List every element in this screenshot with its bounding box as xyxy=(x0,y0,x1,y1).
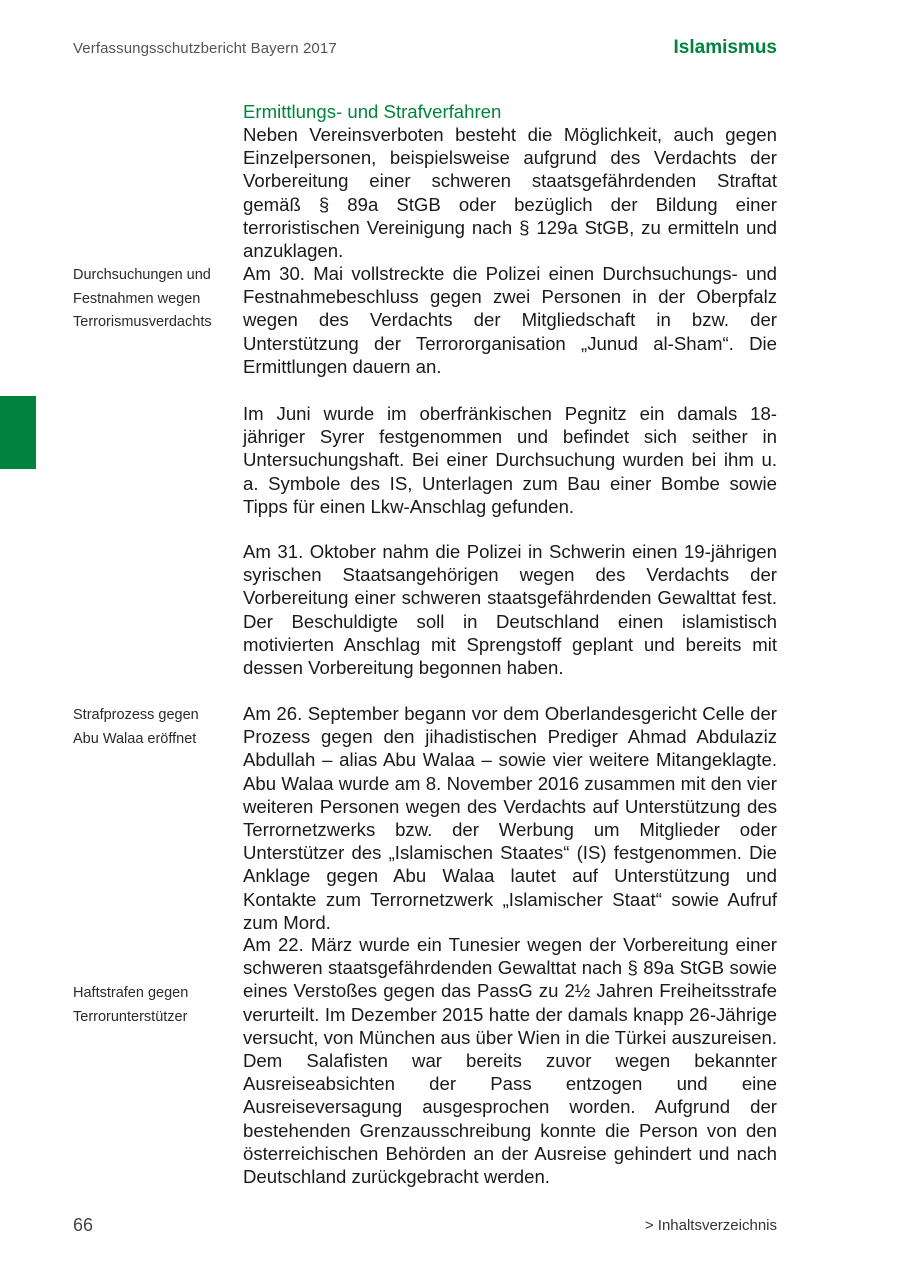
document-title: Verfassungsschutzbericht Bayern 2017 xyxy=(73,40,337,57)
margin-note-sentences: Haftstrafen gegen Terrorunterstützer xyxy=(73,985,189,1025)
margin-note-trial: Strafprozess gegen Abu Walaa eröffnet xyxy=(73,707,199,747)
paragraph-sentences xyxy=(243,933,777,1188)
table-of-contents-link[interactable]: > Inhaltsverzeichnis xyxy=(644,1217,777,1234)
section-heading: Ermittlungs- und Strafverfahren xyxy=(243,101,502,122)
chapter-title: Islamismus xyxy=(673,37,777,58)
paragraph-text: Am 26. September begann vor dem Oberlandesgericht Celle der Prozess gegen den jihadistischen Prediger Ahmad Abdulaziz Abdullah – alias Abu Walaa – sowie vier weitere Mitangeklagte. Abu Walaa wurde am 8. November 2016 zusammen mit den vier weiteren Personen wegen des Verdachts auf Unterstützung des Terrornetzwerks bzw. der Werbung um Mitglieder oder Unterstützer des „Islamischen Staates“ (IS) festgenommen. Die Anklage gegen Abu Walaa lautet auf Unterstützung und Kontakte zum Terrornetzwerk „Islamischer Staat“ sowie Aufruf zum Mord. xyxy=(243,703,777,933)
paragraph-trial xyxy=(243,702,777,934)
paragraph-text: Am 22. März wurde ein Tunesier wegen der Vorbereitung einer schweren staatsgefährdenden Gewalttat nach § 89a StGB sowie eines Verstoßes gegen das PassG zu 2½ Jahren Freiheitsstrafe verurteilt. Im Dezember 2015 hatte der damals knapp 26-Jährige versucht, von München aus über Wien in die Türkei auszureisen. Dem Salafisten war bereits zuvor wegen bekannter Ausreiseabsichten der Pass entzogen und eine Ausreiseversagung ausgesprochen worden. Aufgrund der bestehenden Grenzausschreibung konnte die Person von den österreichischen Behörden an der Ausreise gehindert und nach Deutschland zurückgebracht werden. xyxy=(243,934,777,1188)
paragraph-pegnitz xyxy=(243,402,777,518)
paragraph-intro xyxy=(243,123,777,262)
paragraph-text: Am 31. Oktober nahm die Polizei in Schwerin einen 19-jährigen syrischen Staatsangehörigen wegen des Verdachts der Vorbereitung einer schweren staatsgefährdenden Gewalttat fest. Der Beschuldigte soll in Deutschland einen islamistisch motivierten Anschlag mit Sprengstoff geplant und bereits mit dessen Vorbereitung begonnen haben. xyxy=(243,541,777,679)
chapter-tab-marker xyxy=(0,396,36,469)
paragraph-text: Neben Vereinsverboten besteht die Möglichkeit, auch gegen Einzelpersonen, beispielsweise aufgrund des Verdachts der Vorbereitung einer schweren staatsgefährdenden Straftat gemäß § 89a StGB oder bezüglich der Bildung einer terroristischen Vereinigung nach § 129a StGB, zu ermitteln und anzuklagen. xyxy=(243,124,777,262)
page-number: 66 xyxy=(73,1215,94,1235)
paragraph-text: Am 30. Mai vollstreckte die Polizei einen Durchsuchungs- und Festnahmebeschluss gegen zwei Personen in der Oberpfalz wegen des Verdachts der Mitgliedschaft in bzw. der Unterstützung der Terrororganisation „Junud al-Sham“. Die Ermittlungen dauern an. xyxy=(243,263,777,377)
paragraph-text: Im Juni wurde im oberfränkischen Pegnitz ein damals 18-jähriger Syrer festgenommen und befindet sich seither in Untersuchungshaft. Bei einer Durchsuchung wurden bei ihm u. a. Symbole des IS, Unterlagen zum Bau einer Bombe sowie Tipps für einen Lkw-Anschlag gefunden. xyxy=(243,403,777,517)
paragraph-searches xyxy=(243,262,777,378)
paragraph-schwerin xyxy=(243,540,777,679)
margin-note-searches: Durchsuchungen und Festnahmen wegen Terrorismusverdachts xyxy=(73,267,212,330)
